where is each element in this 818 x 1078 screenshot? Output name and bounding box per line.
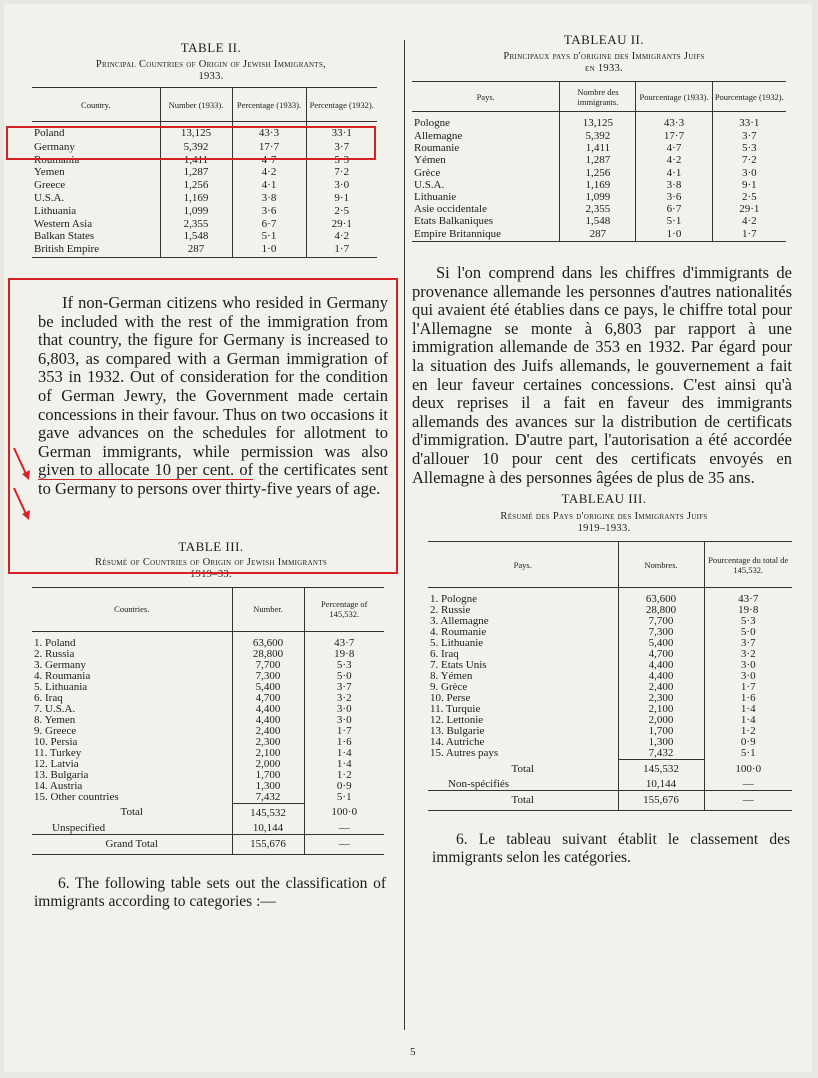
left-table3-row xyxy=(32,748,384,759)
right-table2-header-1: Nombre des immigrants. xyxy=(560,82,636,112)
left-table2-cell: 1,287 xyxy=(160,167,232,180)
right-table3-row-label: 9. Grèce xyxy=(430,681,468,694)
left-table3-cell: 7,700 xyxy=(232,660,304,671)
right-table2-row-label: Roumanie xyxy=(414,142,460,155)
right-column xyxy=(408,32,800,867)
left-table3-row-label: 8. Yemen xyxy=(34,713,76,726)
right-table3-row-label: 11. Turquie xyxy=(430,703,481,716)
left-table2-cell: 43·3 xyxy=(232,122,306,142)
left-table2-cell: 1,099 xyxy=(160,206,232,219)
left-table3-row-label: 5. Lithuania xyxy=(34,680,88,693)
left-table3-row-label: 11. Turkey xyxy=(34,746,82,759)
right-table2-cell: 33·1 xyxy=(712,112,786,131)
left-table2-cell: 7·2 xyxy=(306,167,377,180)
left-table3-grand-total-pct: — xyxy=(304,834,384,854)
right-table3-row-label: 10. Perse xyxy=(430,692,471,705)
right-table3-subtitle: Résumé des Pays d'origine des Immigrants Juifs 1919–1933. xyxy=(500,511,708,535)
right-table2-row-label: Grèce xyxy=(414,166,441,179)
right-table3-cell: 3·0 xyxy=(704,671,792,682)
left-table3-header-0: Countries. xyxy=(114,604,150,615)
left-table3-cell: 5·1 xyxy=(304,792,384,804)
left-table2-cell: 6·7 xyxy=(232,219,306,232)
left-table3-header-1: Number. xyxy=(232,587,304,631)
right-table3-row-label: 8. Yémen xyxy=(430,670,473,683)
left-table3-unspecified-number: 10,144 xyxy=(232,823,304,835)
right-table2-cell: 4·2 xyxy=(712,216,786,228)
right-table3-caption: TABLEAU III. xyxy=(561,491,647,507)
left-table2-cell: 5·1 xyxy=(232,231,306,244)
right-table2-header-2: Pourcentage (1933). xyxy=(636,82,712,112)
right-table2-cell: 29·1 xyxy=(712,204,786,216)
right-table3-row xyxy=(428,588,792,606)
right-table3-unspecified-number: 10,144 xyxy=(618,779,704,791)
right-table3-cell: 0·9 xyxy=(704,737,792,748)
right-table2-cell: 1,099 xyxy=(560,192,636,204)
right-table3-header-1: Nombres. xyxy=(618,542,704,588)
left-table3-cell: 7,432 xyxy=(232,792,304,804)
left-table2-cell: 33·1 xyxy=(306,122,377,142)
right-table3-grand-total-pct: — xyxy=(704,791,792,811)
left-table2-cell: 1·0 xyxy=(232,244,306,257)
right-table2-cell: 1,287 xyxy=(560,155,636,167)
right-table2-row-label: Pologne xyxy=(414,117,451,129)
right-table3-cell: 5·0 xyxy=(704,627,792,638)
left-table2-cell: 2·5 xyxy=(306,206,377,219)
left-table3-row xyxy=(32,759,384,770)
right-table2-header-3: Pourcentage (1932). xyxy=(712,82,786,112)
left-table3-grand-total-number: 155,676 xyxy=(232,834,304,854)
left-table3-cell: 0·9 xyxy=(304,781,384,792)
left-table2 xyxy=(32,87,377,258)
right-table2-row-label: Yémen xyxy=(414,154,446,167)
right-table2-cell: 3·6 xyxy=(636,192,712,204)
right-table3-cell: 2,300 xyxy=(618,693,704,704)
right-table3-cell: 7,432 xyxy=(618,748,704,760)
right-table3-unspecified-pct: — xyxy=(704,779,792,791)
right-table2-cell: 3·7 xyxy=(712,131,786,143)
right-table3-cell: 1·6 xyxy=(704,693,792,704)
left-table2-row xyxy=(32,193,377,206)
right-table2-cell: 287 xyxy=(560,229,636,242)
left-table3-row xyxy=(32,704,384,715)
left-table3-cell: 3·0 xyxy=(304,704,384,715)
left-table3-cell: 1,700 xyxy=(232,770,304,781)
right-table3-cell: 2,000 xyxy=(618,715,704,726)
right-table3-row-label: 12. Lettonie xyxy=(430,714,484,727)
left-table2-header-1: Number (1933). xyxy=(160,88,232,122)
left-table3-row xyxy=(32,726,384,737)
left-table3-cell: 5,400 xyxy=(232,682,304,693)
right-table3-cell: 28,800 xyxy=(618,605,704,616)
left-table3-row-label: 13. Bulgaria xyxy=(34,768,89,781)
right-table2-cell: 1,169 xyxy=(560,180,636,192)
right-table3-row-label: 3. Allemagne xyxy=(430,615,489,628)
right-table2-row-label: Asie occidentale xyxy=(414,203,487,216)
right-table2-row xyxy=(412,155,786,167)
right-table3-row-label: 1. Pologne xyxy=(430,593,478,606)
left-table3-cell: 1·7 xyxy=(304,726,384,737)
left-table2-row-label: Western Asia xyxy=(34,217,93,230)
right-table3-grand-total-row xyxy=(428,791,792,811)
left-table3-row-label: 6. Iraq xyxy=(34,691,63,704)
right-table3-cell: 5,400 xyxy=(618,638,704,649)
right-table3-grand-total-label: Total xyxy=(511,794,534,807)
right-table2-row-label: U.S.A. xyxy=(414,178,445,191)
left-table3-row-label: 14. Austria xyxy=(34,779,83,792)
right-table3-cell: 1·2 xyxy=(704,726,792,737)
left-table2-cell: 1·7 xyxy=(306,244,377,257)
left-table2-cell: 5,392 xyxy=(160,142,232,155)
right-table3-row xyxy=(428,638,792,649)
right-table3-cell: 1·4 xyxy=(704,704,792,715)
right-table3-row xyxy=(428,660,792,671)
right-table2-cell: 1,256 xyxy=(560,168,636,180)
left-table3-cell: 5·3 xyxy=(304,660,384,671)
left-table3-cell: 43·7 xyxy=(304,631,384,649)
left-table2-row-label: Lithuania xyxy=(34,204,77,217)
left-table2-caption: TABLE II. xyxy=(180,40,242,55)
left-table3-cell: 1·2 xyxy=(304,770,384,781)
left-table2-cell: 3·7 xyxy=(306,142,377,155)
left-table3-cell: 1·4 xyxy=(304,748,384,759)
right-table2-cell: 1,411 xyxy=(560,143,636,155)
left-table2-cell: 3·6 xyxy=(232,206,306,219)
underlined-phrase: given to allocate 10 per cent. of xyxy=(38,460,254,480)
right-table3-cell: 3·2 xyxy=(704,649,792,660)
left-table3-cell: 1·6 xyxy=(304,737,384,748)
left-table3-row xyxy=(32,693,384,704)
right-table2-cell: 43·3 xyxy=(636,112,712,131)
right-table3-cell: 7,300 xyxy=(618,627,704,638)
right-para6: 6. Le tableau suivant établit le classement des immigrants selon les catégories. xyxy=(432,831,790,867)
left-table3 xyxy=(32,587,384,855)
left-table3-row-label: 7. U.S.A. xyxy=(34,702,76,715)
left-table3-row-label: 12. Latvia xyxy=(34,757,79,770)
right-table3-cell: 43·7 xyxy=(704,588,792,606)
left-table3-cell: 2,000 xyxy=(232,759,304,770)
right-table2-cell: 9·1 xyxy=(712,180,786,192)
left-table3-cell: 1,300 xyxy=(232,781,304,792)
right-table2-row xyxy=(412,216,786,228)
left-table3-unspecified-pct: — xyxy=(304,823,384,835)
left-table3-row-label: 9. Greece xyxy=(34,724,77,737)
left-table3-row-label: 4. Roumania xyxy=(34,669,91,682)
right-table3-cell: 2,100 xyxy=(618,704,704,715)
left-table3-cell: 3·2 xyxy=(304,693,384,704)
right-table3-row-label: 15. Autres pays xyxy=(430,747,499,760)
left-table3-row-label: 15. Other countries xyxy=(34,790,119,803)
left-table3-cell: 3·0 xyxy=(304,715,384,726)
left-table3-row xyxy=(32,682,384,693)
left-table2-cell: 29·1 xyxy=(306,219,377,232)
left-table3-cell: 4,700 xyxy=(232,693,304,704)
right-table3-row xyxy=(428,693,792,704)
right-table2-cell: 13,125 xyxy=(560,112,636,131)
left-table3-cell: 63,600 xyxy=(232,631,304,649)
right-table3-cell: 4,400 xyxy=(618,660,704,671)
right-table2-cell: 4·7 xyxy=(636,143,712,155)
left-table3-row-label: 1. Poland xyxy=(34,636,76,649)
right-table2-row xyxy=(412,112,786,131)
left-table2-row-label: Yemen xyxy=(34,166,65,179)
right-table3-row xyxy=(428,671,792,682)
annotation-box-paragraph xyxy=(8,278,398,574)
column-divider xyxy=(404,40,405,1030)
left-table2-cell: 4·7 xyxy=(232,155,306,168)
left-table3-row xyxy=(32,660,384,671)
right-table3-header-0: Pays. xyxy=(513,559,532,570)
right-table3-row-label: 7. Etats Unis xyxy=(430,659,487,672)
left-table2-cell: 1,548 xyxy=(160,231,232,244)
left-table3-row xyxy=(32,792,384,804)
right-table3-cell: 1·4 xyxy=(704,715,792,726)
left-table3-cell: 2,400 xyxy=(232,726,304,737)
left-table3-cell: 3·7 xyxy=(304,682,384,693)
left-table3-cell: 1·4 xyxy=(304,759,384,770)
right-table3-unspecified-label: Non-spécifiés xyxy=(448,778,510,791)
right-table3-cell: 5·3 xyxy=(704,616,792,627)
document-page xyxy=(4,4,812,1072)
left-table2-cell: 13,125 xyxy=(160,122,232,142)
left-table3-row xyxy=(32,671,384,682)
left-table2-cell: 1,256 xyxy=(160,180,232,193)
left-table3-row-label: 10. Persia xyxy=(34,735,78,748)
left-table3-unspecified-row xyxy=(32,823,384,835)
left-para6: 6. The following table sets out the classification of immigrants according to categories :— xyxy=(34,874,386,910)
left-table2-header-3: Percentage (1932). xyxy=(306,88,377,122)
left-table3-cell: 4,400 xyxy=(232,704,304,715)
left-table2-row-label: Roumania xyxy=(34,153,80,166)
left-table3-cell: 4,400 xyxy=(232,715,304,726)
left-table3-row xyxy=(32,649,384,660)
right-table3-row-label: 14. Autriche xyxy=(430,736,485,749)
right-table3-cell: 1,700 xyxy=(618,726,704,737)
right-table3-row-label: 13. Bulgarie xyxy=(430,725,485,738)
right-table2-cell: 5,392 xyxy=(560,131,636,143)
right-table3-cell: 5·1 xyxy=(704,748,792,760)
right-table2 xyxy=(412,81,786,242)
left-table2-row-label: Germany xyxy=(34,140,75,153)
right-table2-cell: 3·0 xyxy=(712,168,786,180)
right-table2-cell: 5·1 xyxy=(636,216,712,228)
left-table3-subtitle: Résumé of Countries of Origin of Jewish Immigrants 1919–33. xyxy=(94,556,328,580)
right-table3-row-label: 2. Russie xyxy=(430,604,471,617)
left-table3-header-2: Percentage of 145,532. xyxy=(304,587,384,631)
right-table3-cell: 3·0 xyxy=(704,660,792,671)
left-table3-unspecified-label: Unspecified xyxy=(52,821,106,834)
left-table2-subtitle: Principal Countries of Origin of Jewish Immigrants, 1933. xyxy=(95,59,327,82)
right-table2-cell: 3·8 xyxy=(636,180,712,192)
right-table3-row-label: 4. Roumanie xyxy=(430,626,487,639)
right-table2-cell: 2,355 xyxy=(560,204,636,216)
left-table2-cell: 9·1 xyxy=(306,193,377,206)
right-table2-cell: 1·7 xyxy=(712,229,786,242)
left-table2-cell: 287 xyxy=(160,244,232,257)
left-table2-row-label: Greece xyxy=(34,179,66,192)
left-table3-caption: TABLE III. xyxy=(178,538,244,554)
right-table3 xyxy=(428,541,792,811)
right-table3-cell: 4,700 xyxy=(618,649,704,660)
left-table3-row-label: 2. Russia xyxy=(34,647,75,660)
right-table3-cell: 1,300 xyxy=(618,737,704,748)
left-table3-cell: 7,300 xyxy=(232,671,304,682)
left-table2-cell: 4·1 xyxy=(232,180,306,193)
left-table2-row-label: Balkan States xyxy=(34,230,95,243)
right-table2-row xyxy=(412,168,786,180)
right-table3-row-label: 5. Lithuanie xyxy=(430,637,484,650)
right-table2-header-0: Pays. xyxy=(476,91,495,102)
left-table2-cell: 1,169 xyxy=(160,193,232,206)
right-table3-cell: 1·7 xyxy=(704,682,792,693)
left-table2-row-label: British Empire xyxy=(34,243,100,256)
left-table2-header-2: Percentage (1933). xyxy=(232,88,306,122)
right-table2-row-label: Empire Britannique xyxy=(414,227,502,240)
left-table3-row-label: 3. Germany xyxy=(34,658,86,671)
left-table3-cell: 5·0 xyxy=(304,671,384,682)
left-table2-cell: 3·0 xyxy=(306,180,377,193)
left-table3-cell: 2,100 xyxy=(232,748,304,759)
left-table3-grand-total-row xyxy=(32,834,384,854)
right-table2-cell: 4·1 xyxy=(636,168,712,180)
left-table3-grand-total-label: Grand Total xyxy=(105,837,158,850)
right-paragraph: Si l'on comprend dans les chiffres d'immigrants de provenance allemande les personnes d'autres nationalités qui avaient été établies dans ce pays, le chiffre total pour l'Allemagne se monte à 6,803 par rapport à une immigration allemande de 353 en 1932. Par égard pour la situation des Juifs allemands, le gouvernement a fait en leur faveur certaines concessions. C'est ainsi qu'à deux reprises il a fait en faveur des immigrants allemands des avances sur la distribution de certificats d'immigration. D'autre part, l'autorisation a été accordée d'allouer 10 pour cent des certificats envoyés en Allemagne à des personnes âgées de plus de 35 ans. xyxy=(412,263,792,487)
left-table3-row xyxy=(32,737,384,748)
right-table2-cell: 17·7 xyxy=(636,131,712,143)
left-table3-row xyxy=(32,770,384,781)
right-table3-unspecified-row xyxy=(428,779,792,791)
left-table3-row xyxy=(32,631,384,649)
right-table2-caption: TABLEAU II. xyxy=(563,32,645,47)
left-table2-cell: 4·2 xyxy=(306,231,377,244)
left-table2-header-0: Country. xyxy=(81,99,111,110)
right-table2-cell: 4·2 xyxy=(636,155,712,167)
left-table3-cell: 19·8 xyxy=(304,649,384,660)
annotation-arrows xyxy=(10,444,40,534)
annotation-box-poland-germany xyxy=(6,126,376,160)
left-table3-total-row xyxy=(32,803,384,823)
right-table2-cell: 1·0 xyxy=(636,229,712,242)
right-table3-row xyxy=(428,682,792,693)
right-table2-subtitle: Principaux pays d'origine des Immigrants Juifs en 1933. xyxy=(503,51,705,74)
right-table3-cell: 19·8 xyxy=(704,605,792,616)
right-table3-cell: 7,700 xyxy=(618,616,704,627)
left-table2-cell: 5·3 xyxy=(306,155,377,168)
left-table2-cell: 1,411 xyxy=(160,155,232,168)
page-number: 5 xyxy=(410,1046,416,1058)
left-table2-row xyxy=(32,244,377,257)
left-table2-cell: 4·2 xyxy=(232,167,306,180)
right-table2-cell: 5·3 xyxy=(712,143,786,155)
left-table2-row-label: U.S.A. xyxy=(34,191,65,204)
right-table3-total-row xyxy=(428,760,792,780)
left-table3-row xyxy=(32,781,384,792)
right-table2-cell: 6·7 xyxy=(636,204,712,216)
right-table3-cell: 63,600 xyxy=(618,588,704,606)
right-table3-row-label: 6. Iraq xyxy=(430,648,459,661)
left-table2-row-label: Poland xyxy=(34,127,65,139)
right-table3-cell: 2,400 xyxy=(618,682,704,693)
left-table3-total-label: Total xyxy=(120,806,143,819)
right-table2-row-label: Lithuanie xyxy=(414,191,457,204)
left-table3-cell: 2,300 xyxy=(232,737,304,748)
left-table3-cell: 28,800 xyxy=(232,649,304,660)
left-paragraph: If non-German citizens who resided in Germany be included with the rest of the immigration from that country, the figure for Germany is increased to 6,803, as compared with a German immigration of 353 in 1932. Out of consideration for the condition of German Jewry, the Government made certain concessions in their favour. Thus on two occasions it gave advances on the schedules for allotment to German immigrants, while permission was also given to allocate 10 per cent. of the certificates sent to Germany to persons over thirty-five years of age. xyxy=(38,293,388,498)
right-table3-header-2: Pourcentage du total de 145,532. xyxy=(704,542,792,588)
right-table2-cell: 2·5 xyxy=(712,192,786,204)
left-table3-total-number: 145,532 xyxy=(232,803,304,823)
right-table2-cell: 1,548 xyxy=(560,216,636,228)
right-table3-cell: 3·7 xyxy=(704,638,792,649)
left-table2-cell: 17·7 xyxy=(232,142,306,155)
right-table3-total-pct: 100·0 xyxy=(704,760,792,780)
left-table2-row xyxy=(32,206,377,219)
left-table2-cell: 3·8 xyxy=(232,193,306,206)
right-table3-total-number: 145,532 xyxy=(618,760,704,780)
right-table2-row-label: Allemagne xyxy=(414,129,463,142)
right-table3-grand-total-number: 155,676 xyxy=(618,791,704,811)
left-table2-cell: 2,355 xyxy=(160,219,232,232)
right-table2-row-label: Etats Balkaniques xyxy=(414,215,494,228)
left-table3-row xyxy=(32,715,384,726)
right-table3-cell: 4,400 xyxy=(618,671,704,682)
right-table3-total-label: Total xyxy=(511,762,534,775)
right-table2-cell: 7·2 xyxy=(712,155,786,167)
right-table3-row xyxy=(428,748,792,760)
right-table2-row xyxy=(412,229,786,242)
left-table3-total-pct: 100·0 xyxy=(304,803,384,823)
